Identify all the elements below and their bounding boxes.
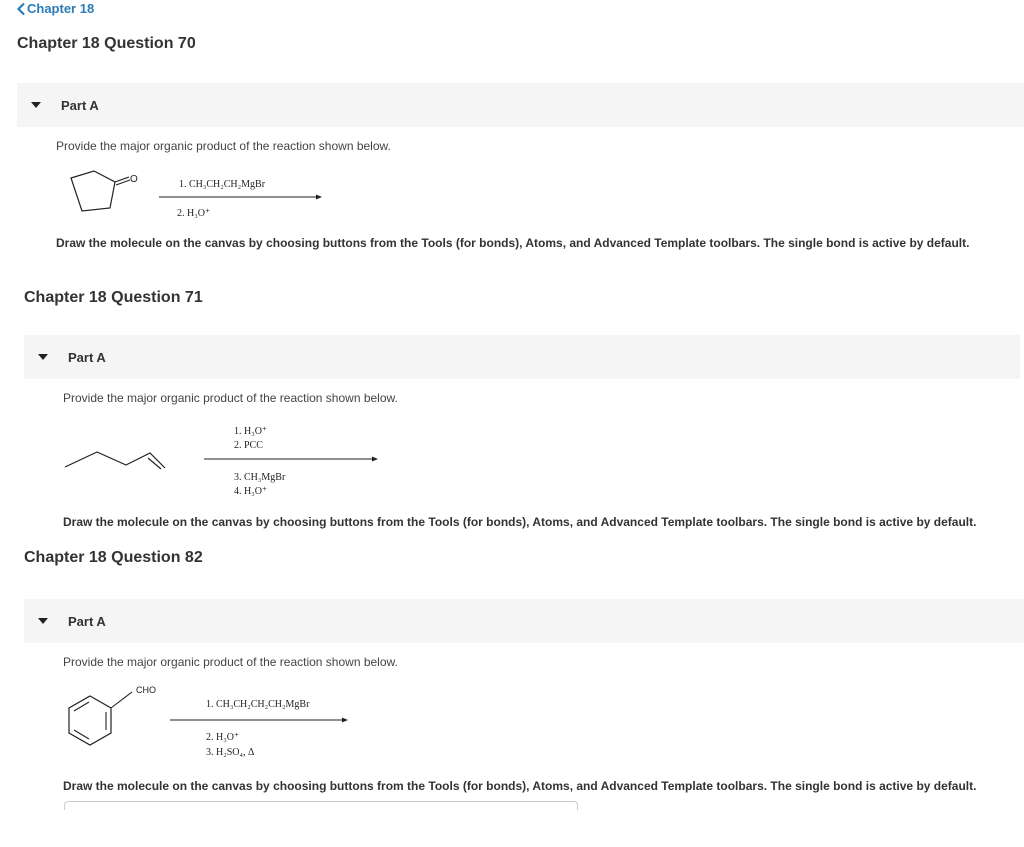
back-to-chapter-link[interactable] <box>16 1 94 16</box>
aldehyde-group-label: CHO <box>136 685 156 695</box>
carbonyl-oxygen-label: O <box>130 174 138 185</box>
question-70-prompt: Provide the major organic product of the reaction shown below. <box>56 139 391 153</box>
question-82-prompt: Provide the major organic product of the reaction shown below. <box>63 655 398 669</box>
reagent-step-1: 1. H₃O⁺ <box>234 426 268 437</box>
part-label: Part A <box>68 349 106 365</box>
reagent-step-3: 3. CH₃MgBr <box>234 472 286 483</box>
drawing-canvas-frame[interactable] <box>64 801 578 810</box>
question-71-title: Chapter 18 Question 71 <box>24 289 203 306</box>
part-label: Part A <box>61 97 99 113</box>
question-70-part-a-header[interactable] <box>17 83 1024 127</box>
reagent-step-4: 4. H₃O⁺ <box>234 486 268 497</box>
question-70-instruction: Draw the molecule on the canvas by choosing buttons from the Tools (for bonds), Atoms, and Advanced Template toolbars. The single bond is active by default. <box>56 236 970 250</box>
question-71-instruction: Draw the molecule on the canvas by choosing buttons from the Tools (for bonds), Atoms, and Advanced Template toolbars. The single bond is active by default. <box>63 515 977 529</box>
cyclopentanone-structure <box>71 171 130 211</box>
back-link-label: Chapter 18 <box>27 1 95 16</box>
benzaldehyde-structure <box>69 692 132 745</box>
question-70-title: Chapter 18 Question 70 <box>17 35 196 52</box>
caret-down-icon <box>37 616 49 626</box>
reagent-step-1: 1. CH₃CH₂CH₂CH₂MgBr <box>206 699 310 710</box>
caret-down-icon <box>37 352 49 362</box>
part-label: Part A <box>68 613 106 629</box>
reagent-step-3: 3. H₂SO₄, Δ <box>206 747 255 758</box>
reagent-step-1: 1. CH₃CH₂CH₂MgBr <box>179 179 266 190</box>
question-82-reaction-scheme <box>60 682 370 762</box>
caret-down-icon <box>30 100 42 110</box>
chevron-left-icon <box>16 2 26 16</box>
reagent-step-2: 2. PCC <box>234 440 263 451</box>
question-82-part-a-header[interactable] <box>24 599 1024 643</box>
question-71-reaction-scheme <box>60 418 390 500</box>
1-pentene-structure <box>65 452 165 469</box>
question-82-instruction: Draw the molecule on the canvas by choosing buttons from the Tools (for bonds), Atoms, and Advanced Template toolbars. The single bond is active by default. <box>63 779 977 793</box>
question-82-title: Chapter 18 Question 82 <box>24 549 203 566</box>
question-71-prompt: Provide the major organic product of the reaction shown below. <box>63 391 398 405</box>
question-71-part-a-header[interactable] <box>24 335 1020 379</box>
question-70-reaction-scheme <box>50 165 340 225</box>
reagent-step-2: 2. H₃O⁺ <box>206 732 240 743</box>
reagent-step-2: 2. H₃O⁺ <box>177 208 211 219</box>
